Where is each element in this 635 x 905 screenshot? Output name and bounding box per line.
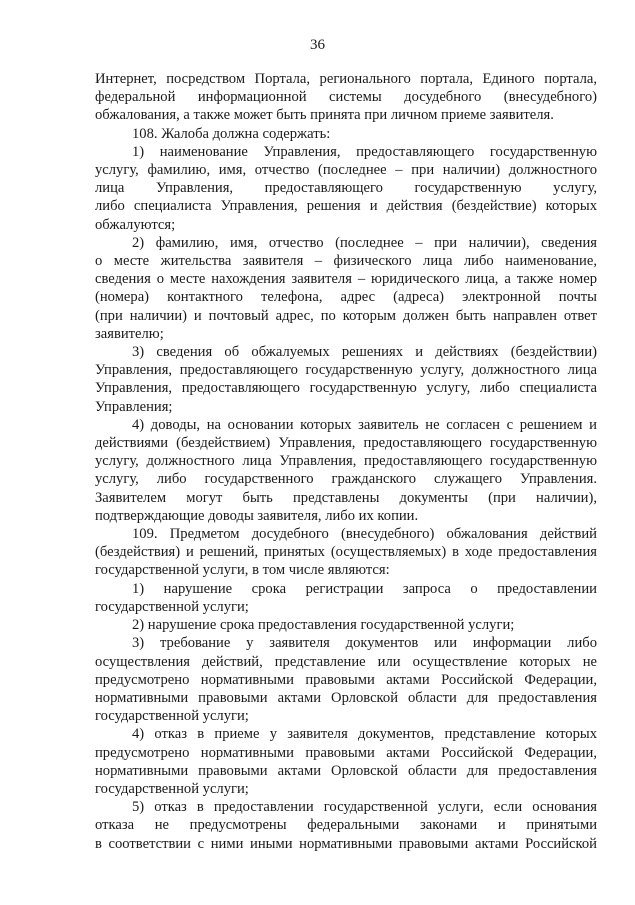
text-line: 5) отказ в предоставлении государственной услуги, если основания [132,799,597,816]
text-line: обжалуются; [95,216,176,233]
text-line: 4) доводы, на основании которых заявитель не согласен с решением и [132,416,597,433]
text-line: действиями (бездействием) Управления, предоставляющего государственную [95,435,597,452]
text-line: государственной услуги; [95,708,249,725]
text-line: услугу, либо государственного гражданского служащего Управления. [95,471,597,488]
text-line: 4) отказ в приеме у заявителя документов, представление которых [132,726,597,743]
text-line: (номера) контактного телефона, адрес (адреса) электронной почты [95,289,597,306]
text-line: сведения о месте нахождения заявителя – юридического лица, а также номер [95,271,597,288]
text-line: нормативными правовыми актами Орловской области для предоставления [95,762,597,779]
text-line: о месте жительства заявителя – физического лица либо наименование, [95,253,597,270]
text-line: предусмотрено нормативными правовыми актами Российской Федерации, [95,744,597,761]
text-line: 2) нарушение срока предоставления государственной услуги; [132,617,515,634]
text-line: государственной услуги; [95,598,249,615]
text-line: Управления; [95,398,173,415]
text-line: заявителю; [95,325,164,342]
text-line: Управления, предоставляющего государственную услугу, либо специалиста [95,380,597,397]
text-line: 1) наименование Управления, предоставляющего государственную [132,143,597,160]
text-line: 2) фамилию, имя, отчество (последнее – при наличии), сведения [132,234,597,251]
text-line: 3) сведения об обжалуемых решениях и действиях (бездействии) [132,344,597,361]
text-line: нормативными правовыми актами Орловской области для предоставления [95,689,597,706]
text-line: 109. Предметом досудебного (внесудебного) обжалования действий [132,526,597,543]
text-line: федеральной информационной системы досудебного (внесудебного) [95,89,597,106]
text-line: либо специалиста Управления, решения и действия (бездействие) которых [95,198,597,215]
text-line: (бездействия) и решений, принятых (осуществляемых) в ходе предоставления [95,544,597,561]
text-line: услугу, должностного лица Управления, предоставляющего государственную [95,453,597,470]
text-line: отказа не предусмотрены федеральными законами и принятыми [95,817,597,834]
text-line: государственной услуги, в том числе являются: [95,562,390,579]
text-line: государственной услуги; [95,780,249,797]
page-number: 36 [310,37,325,53]
text-line: лица Управления, предоставляющего государственную услугу, [95,180,597,197]
text-line: Интернет, посредством Портала, регионального портала, Единого портала, [95,71,597,87]
text-line: Заявителем могут быть представлены документы (при наличии), [95,489,597,506]
text-line: подтверждающие доводы заявителя, либо их копии. [95,507,419,524]
text-line: 3) требование у заявителя документов или информации либо [132,635,597,652]
text-line: (при наличии) и почтовый адрес, по которым должен быть направлен ответ [95,307,597,324]
body-text [95,70,597,853]
text-line: Управления, предоставляющего государственную услугу, должностного лица [95,362,597,379]
text-line: услугу, фамилию, имя, отчество (последнее – при наличии) должностного [95,162,597,179]
text-line: 108. Жалоба должна содержать: [132,125,331,142]
text-line: 1) нарушение срока регистрации запроса о предоставлении [132,580,597,597]
text-line: обжалования, а также может быть принята при личном приеме заявителя. [95,107,554,124]
text-line: предусмотрено нормативными правовыми актами Российской Федерации, [95,671,597,688]
text-line: в соответствии с ними иными нормативными правовыми актами Российской [95,835,597,852]
text-line: осуществления действий, представление или осуществление которых не [95,653,597,670]
